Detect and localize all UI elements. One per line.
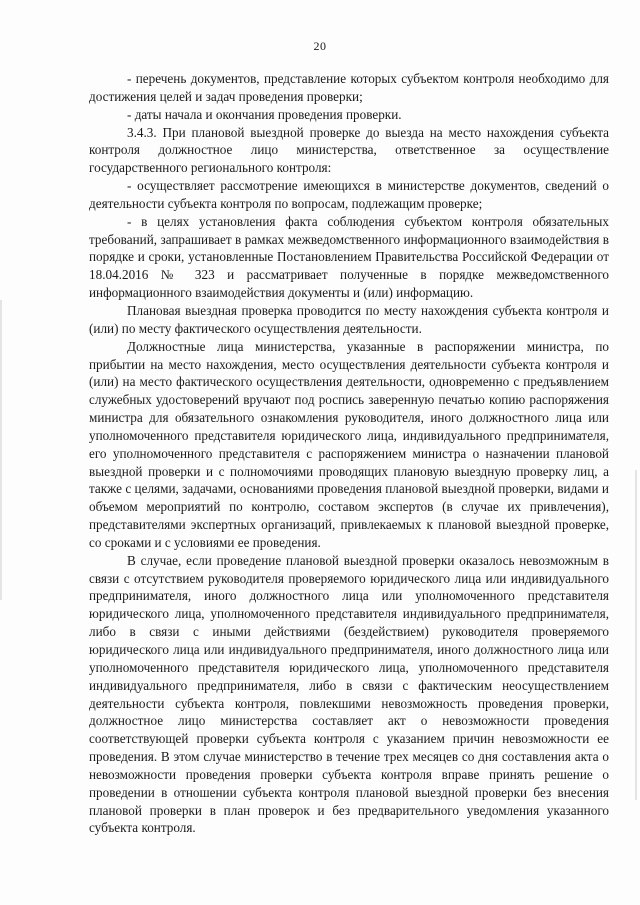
scan-edge-left [0,300,2,600]
scan-edge-right [635,470,637,800]
paragraph: В случае, если проведение плановой выездной проверки оказалось невозможным в связи с отсутствием руководителя проверяемого юридического лица или индивидуального предпринимателя, иного должностного лица или уполномоченного представителя юридического лица, уполномоченного представителя индивидуального предпринимателя, либо в связи с иными действиями (бездействием) руководителя проверяемого юридического лица или индивидуального предпринимателя, иного должностного лица или уполномоченного представителя юридического лица, уполномоченного представителя индивидуального предпринимателя, либо в связи с фактическим неосуществлением деятельности субъекта контроля, повлекшими невозможность проведения проверки, должностное лицо министерства составляет акт о невозможности проведения соответствующей проверки субъекта контроля с указанием причин невозможности ее проведения. В этом случае министерство в течение трех месяцев со дня составления акта о невозможности проведения проверки субъекта контроля вправе принять решение о проведении в отношении субъекта контроля плановой выездной проверки без внесения плановой проверки в план проверок и без предварительного уведомления указанного субъекта контроля. [89,552,609,836]
paragraph: - в целях установления факта соблюдения субъектом контроля обязательных требований, запрашивает в рамках межведомственного информационного взаимодействия в порядке и сроки, установленные Постановлением Правительства Российской Федерации от 18.04.2016 № 323 и рассматривает полученные в порядке межведомственного информационного взаимодействия документы и (или) информацию. [89,213,609,301]
paragraph: - перечень документов, представление которых субъектом контроля необходимо для достижения целей и задач проведения проверки; [89,71,609,104]
page-number: 20 [313,39,327,53]
document-body [89,70,609,837]
paragraph: - даты начала и окончания проведения проверки. [127,106,402,122]
paragraph: Должностные лица министерства, указанные в распоряжении министра, по прибытии на место нахождения, место осуществления деятельности субъекта контроля и (или) на место фактического осуществления деятельности, одновременно с предъявлением служебных удостоверений вручают под роспись заверенную печатью копию распоряжения министра для обязательного ознакомления руководителя, иного должностного лица или уполномоченного представителя юридического лица, индивидуального предпринимателя, его уполномоченного представителя с распоряжением министра о назначении плановой выездной проверки и с полномочиями проводящих плановую выездную проверку лиц, а также с целями, задачами, основаниями проведения плановой выездной проверки, видами и объемом мероприятий по контролю, составом экспертов (в случае их привлечения), представителями экспертных организаций, привлекаемых к плановой выездной проверке, со сроками и с условиями ее проведения. [89,338,609,550]
paragraph: Плановая выездная проверка проводится по месту нахождения субъекта контроля и (или) по месту фактического осуществления деятельности. [89,302,609,336]
paragraph: 3.4.3. При плановой выездной проверке до выезда на место нахождения субъекта контроля должностное лицо министерства, ответственное за осуществление государственного регионального контроля: [89,124,609,176]
paragraph: - осуществляет рассмотрение имеющихся в министерстве документов, сведений о деятельности субъекта контроля по вопросам, подлежащим проверке; [89,178,609,211]
